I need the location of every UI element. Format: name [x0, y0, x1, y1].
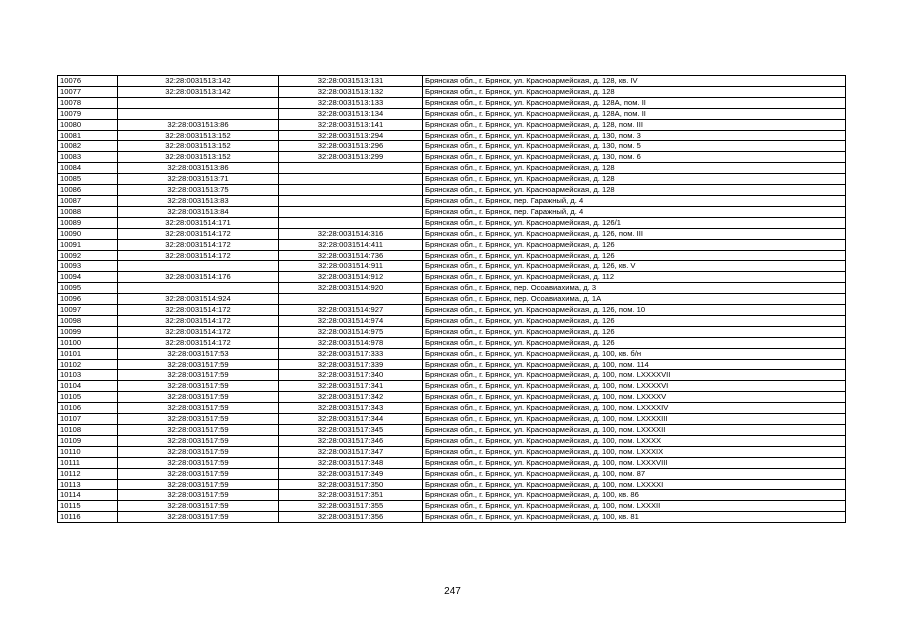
cadastral-number-cell: 32:28:0031514:912	[279, 272, 423, 283]
address-cell: Брянская обл., г. Брянск, ул. Красноармейская, д. 126, пом. III	[423, 228, 846, 239]
table-row	[58, 239, 846, 250]
row-number-cell: 10103	[58, 370, 118, 381]
cadastral-number-parent-cell: 32:28:0031513:86	[118, 163, 279, 174]
cadastral-number-cell: 32:28:0031517:344	[279, 414, 423, 425]
row-number-cell: 10107	[58, 414, 118, 425]
table-row	[58, 141, 846, 152]
cadastral-number-parent-cell: 32:28:0031514:172	[118, 305, 279, 316]
row-number-cell: 10108	[58, 425, 118, 436]
cadastral-number-parent-cell: 32:28:0031513:83	[118, 195, 279, 206]
cadastral-number-cell	[279, 206, 423, 217]
address-cell: Брянская обл., г. Брянск, ул. Красноармейская, д. 128, пом. III	[423, 119, 846, 130]
cadastral-number-cell: 32:28:0031517:346	[279, 435, 423, 446]
row-number-cell: 10085	[58, 174, 118, 185]
table-row	[58, 359, 846, 370]
row-number-cell: 10083	[58, 152, 118, 163]
cadastral-number-parent-cell: 32:28:0031514:172	[118, 239, 279, 250]
cadastral-number-cell	[279, 185, 423, 196]
cadastral-number-cell	[279, 195, 423, 206]
address-cell: Брянская обл., г. Брянск, ул. Красноармейская, д. 126	[423, 250, 846, 261]
row-number-cell: 10112	[58, 468, 118, 479]
cadastral-number-parent-cell: 32:28:0031513:152	[118, 152, 279, 163]
table-row	[58, 261, 846, 272]
cadastral-number-cell: 32:28:0031514:978	[279, 337, 423, 348]
table-row	[58, 348, 846, 359]
address-cell: Брянская обл., г. Брянск, ул. Красноармейская, д. 100, пом. LXXXXVII	[423, 370, 846, 381]
cadastral-number-cell: 32:28:0031514:316	[279, 228, 423, 239]
row-number-cell: 10076	[58, 76, 118, 87]
cadastral-number-parent-cell	[118, 283, 279, 294]
address-cell: Брянская обл., г. Брянск, ул. Красноармейская, д. 100, пом. LXXXXII	[423, 425, 846, 436]
cadastral-number-parent-cell: 32:28:0031513:71	[118, 174, 279, 185]
cadastral-number-parent-cell: 32:28:0031513:142	[118, 86, 279, 97]
row-number-cell: 10089	[58, 217, 118, 228]
address-cell: Брянская обл., г. Брянск, ул. Красноармейская, д. 100, пом. LXXXII	[423, 501, 846, 512]
cadastral-number-cell: 32:28:0031517:355	[279, 501, 423, 512]
address-cell: Брянская обл., г. Брянск, ул. Красноармейская, д. 126	[423, 337, 846, 348]
row-number-cell: 10079	[58, 108, 118, 119]
cadastral-number-parent-cell: 32:28:0031514:172	[118, 250, 279, 261]
address-cell: Брянская обл., г. Брянск, пер. Гаражный, д. 4	[423, 195, 846, 206]
table-row	[58, 119, 846, 130]
cadastral-number-cell: 32:28:0031513:131	[279, 76, 423, 87]
cadastral-number-parent-cell: 32:28:0031517:59	[118, 403, 279, 414]
cadastral-number-cell: 32:28:0031517:333	[279, 348, 423, 359]
address-cell: Брянская обл., г. Брянск, ул. Красноармейская, д. 126	[423, 315, 846, 326]
cadastral-number-cell: 32:28:0031514:411	[279, 239, 423, 250]
cadastral-number-cell: 32:28:0031513:296	[279, 141, 423, 152]
address-cell: Брянская обл., г. Брянск, ул. Красноармейская, д. 128	[423, 163, 846, 174]
cadastral-number-parent-cell: 32:28:0031514:172	[118, 337, 279, 348]
cadastral-number-cell: 32:28:0031517:341	[279, 381, 423, 392]
table-row	[58, 479, 846, 490]
cadastral-number-cell: 32:28:0031513:132	[279, 86, 423, 97]
table-row	[58, 381, 846, 392]
row-number-cell: 10091	[58, 239, 118, 250]
cadastral-number-parent-cell: 32:28:0031517:53	[118, 348, 279, 359]
address-cell: Брянская обл., г. Брянск, ул. Красноармейская, д. 128, кв. IV	[423, 76, 846, 87]
address-cell: Брянская обл., г. Брянск, ул. Красноармейская, д. 100, кв. б/н	[423, 348, 846, 359]
address-cell: Брянская обл., г. Брянск, ул. Красноармейская, д. 100, пом. LXXXXV	[423, 392, 846, 403]
address-cell: Брянская обл., г. Брянск, ул. Красноармейская, д. 100, пом. LXXXXVI	[423, 381, 846, 392]
address-cell: Брянская обл., г. Брянск, ул. Красноармейская, д. 128	[423, 174, 846, 185]
table-row	[58, 163, 846, 174]
row-number-cell: 10114	[58, 490, 118, 501]
cadastral-number-cell: 32:28:0031517:339	[279, 359, 423, 370]
address-cell: Брянская обл., г. Брянск, ул. Красноармейская, д. 130, пом. 6	[423, 152, 846, 163]
cadastral-number-parent-cell: 32:28:0031513:152	[118, 141, 279, 152]
cadastral-number-parent-cell: 32:28:0031514:924	[118, 294, 279, 305]
cadastral-number-cell: 32:28:0031514:920	[279, 283, 423, 294]
table-row	[58, 392, 846, 403]
address-cell: Брянская обл., г. Брянск, ул. Красноармейская, д. 112	[423, 272, 846, 283]
registry-table-body	[58, 76, 846, 523]
row-number-cell: 10106	[58, 403, 118, 414]
cadastral-number-cell: 32:28:0031517:356	[279, 512, 423, 523]
table-row	[58, 414, 846, 425]
row-number-cell: 10096	[58, 294, 118, 305]
cadastral-number-cell: 32:28:0031517:345	[279, 425, 423, 436]
cadastral-number-cell: 32:28:0031514:736	[279, 250, 423, 261]
cadastral-number-cell: 32:28:0031517:347	[279, 446, 423, 457]
cadastral-number-parent-cell: 32:28:0031517:59	[118, 490, 279, 501]
address-cell: Брянская обл., г. Брянск, ул. Красноармейская, д. 100, пом. LXXXXIV	[423, 403, 846, 414]
row-number-cell: 10104	[58, 381, 118, 392]
cadastral-number-parent-cell: 32:28:0031514:171	[118, 217, 279, 228]
table-row	[58, 152, 846, 163]
cadastral-number-cell	[279, 163, 423, 174]
row-number-cell: 10087	[58, 195, 118, 206]
row-number-cell: 10095	[58, 283, 118, 294]
cadastral-number-parent-cell: 32:28:0031513:75	[118, 185, 279, 196]
address-cell: Брянская обл., г. Брянск, пер. Осоавиахима, д. 3	[423, 283, 846, 294]
row-number-cell: 10077	[58, 86, 118, 97]
table-row	[58, 501, 846, 512]
address-cell: Брянская обл., г. Брянск, ул. Красноармейская, д. 126/1	[423, 217, 846, 228]
table-row	[58, 272, 846, 283]
row-number-cell: 10098	[58, 315, 118, 326]
row-number-cell: 10113	[58, 479, 118, 490]
address-cell: Брянская обл., г. Брянск, ул. Красноармейская, д. 128А, пом. II	[423, 108, 846, 119]
table-row	[58, 206, 846, 217]
table-row	[58, 425, 846, 436]
cadastral-number-parent-cell: 32:28:0031517:59	[118, 435, 279, 446]
table-row	[58, 195, 846, 206]
table-row	[58, 468, 846, 479]
cadastral-number-parent-cell: 32:28:0031517:59	[118, 425, 279, 436]
cadastral-number-parent-cell: 32:28:0031517:59	[118, 392, 279, 403]
table-row	[58, 97, 846, 108]
cadastral-number-cell: 32:28:0031513:299	[279, 152, 423, 163]
address-cell: Брянская обл., г. Брянск, ул. Красноармейская, д. 100, кв. 81	[423, 512, 846, 523]
cadastral-number-parent-cell: 32:28:0031517:59	[118, 501, 279, 512]
cadastral-number-parent-cell: 32:28:0031513:152	[118, 130, 279, 141]
row-number-cell: 10111	[58, 457, 118, 468]
table-row	[58, 446, 846, 457]
row-number-cell: 10093	[58, 261, 118, 272]
cadastral-number-cell: 32:28:0031517:342	[279, 392, 423, 403]
table-row	[58, 174, 846, 185]
address-cell: Брянская обл., г. Брянск, ул. Красноармейская, д. 100, кв. 86	[423, 490, 846, 501]
table-row	[58, 130, 846, 141]
row-number-cell: 10088	[58, 206, 118, 217]
cadastral-number-parent-cell: 32:28:0031514:172	[118, 326, 279, 337]
row-number-cell: 10102	[58, 359, 118, 370]
row-number-cell: 10086	[58, 185, 118, 196]
row-number-cell: 10081	[58, 130, 118, 141]
cadastral-number-parent-cell	[118, 97, 279, 108]
address-cell: Брянская обл., г. Брянск, ул. Красноармейская, д. 130, пом. 5	[423, 141, 846, 152]
cadastral-number-cell	[279, 294, 423, 305]
row-number-cell: 10115	[58, 501, 118, 512]
cadastral-number-parent-cell: 32:28:0031517:59	[118, 446, 279, 457]
row-number-cell: 10094	[58, 272, 118, 283]
address-cell: Брянская обл., г. Брянск, ул. Красноармейская, д. 126	[423, 326, 846, 337]
table-row	[58, 305, 846, 316]
table-row	[58, 315, 846, 326]
address-cell: Брянская обл., г. Брянск, ул. Красноармейская, д. 100, пом. LXXXVIII	[423, 457, 846, 468]
table-row	[58, 76, 846, 87]
row-number-cell: 10109	[58, 435, 118, 446]
cadastral-number-cell: 32:28:0031517:348	[279, 457, 423, 468]
row-number-cell: 10084	[58, 163, 118, 174]
table-row	[58, 435, 846, 446]
cadastral-number-cell: 32:28:0031514:974	[279, 315, 423, 326]
cadastral-number-parent-cell: 32:28:0031517:59	[118, 457, 279, 468]
cadastral-number-parent-cell: 32:28:0031517:59	[118, 414, 279, 425]
address-cell: Брянская обл., г. Брянск, ул. Красноармейская, д. 100, пом. 114	[423, 359, 846, 370]
cadastral-number-parent-cell: 32:28:0031517:59	[118, 468, 279, 479]
cadastral-number-cell: 32:28:0031517:350	[279, 479, 423, 490]
row-number-cell: 10110	[58, 446, 118, 457]
table-row	[58, 108, 846, 119]
table-row	[58, 457, 846, 468]
cadastral-number-cell: 32:28:0031514:927	[279, 305, 423, 316]
cadastral-number-parent-cell: 32:28:0031517:59	[118, 370, 279, 381]
address-cell: Брянская обл., г. Брянск, ул. Красноармейская, д. 130, пом. 3	[423, 130, 846, 141]
table-row	[58, 326, 846, 337]
address-cell: Брянская обл., г. Брянск, ул. Красноармейская, д. 128	[423, 185, 846, 196]
table-row	[58, 250, 846, 261]
address-cell: Брянская обл., г. Брянск, ул. Красноармейская, д. 100, пом. LXXXXIII	[423, 414, 846, 425]
row-number-cell: 10100	[58, 337, 118, 348]
cadastral-number-parent-cell: 32:28:0031513:84	[118, 206, 279, 217]
cadastral-number-parent-cell: 32:28:0031517:59	[118, 381, 279, 392]
table-row	[58, 337, 846, 348]
address-cell: Брянская обл., г. Брянск, ул. Красноармейская, д. 126	[423, 239, 846, 250]
address-cell: Брянская обл., г. Брянск, ул. Красноармейская, д. 100, пом. 87	[423, 468, 846, 479]
cadastral-number-cell: 32:28:0031514:975	[279, 326, 423, 337]
table-row	[58, 217, 846, 228]
row-number-cell: 10105	[58, 392, 118, 403]
cadastral-number-cell: 32:28:0031517:343	[279, 403, 423, 414]
row-number-cell: 10078	[58, 97, 118, 108]
cadastral-number-cell	[279, 174, 423, 185]
row-number-cell: 10080	[58, 119, 118, 130]
table-row	[58, 283, 846, 294]
cadastral-number-cell: 32:28:0031513:134	[279, 108, 423, 119]
cadastral-number-parent-cell: 32:28:0031517:59	[118, 359, 279, 370]
table-row	[58, 86, 846, 97]
table-row	[58, 490, 846, 501]
row-number-cell: 10099	[58, 326, 118, 337]
cadastral-number-cell: 32:28:0031514:911	[279, 261, 423, 272]
table-row	[58, 185, 846, 196]
cadastral-number-cell: 32:28:0031513:141	[279, 119, 423, 130]
table-row	[58, 370, 846, 381]
cadastral-number-parent-cell	[118, 108, 279, 119]
cadastral-number-parent-cell: 32:28:0031513:86	[118, 119, 279, 130]
page-number: 247	[444, 586, 461, 597]
row-number-cell: 10090	[58, 228, 118, 239]
cadastral-number-parent-cell: 32:28:0031514:172	[118, 315, 279, 326]
address-cell: Брянская обл., г. Брянск, ул. Красноармейская, д. 126, пом. 10	[423, 305, 846, 316]
row-number-cell: 10082	[58, 141, 118, 152]
registry-table	[57, 75, 846, 523]
cadastral-number-parent-cell: 32:28:0031513:142	[118, 76, 279, 87]
address-cell: Брянская обл., г. Брянск, ул. Красноармейская, д. 128	[423, 86, 846, 97]
cadastral-number-cell: 32:28:0031513:294	[279, 130, 423, 141]
table-row	[58, 512, 846, 523]
address-cell: Брянская обл., г. Брянск, ул. Красноармейская, д. 100, пом. LXXXX	[423, 435, 846, 446]
row-number-cell: 10116	[58, 512, 118, 523]
cadastral-number-cell: 32:28:0031517:349	[279, 468, 423, 479]
cadastral-number-parent-cell: 32:28:0031514:172	[118, 228, 279, 239]
address-cell: Брянская обл., г. Брянск, ул. Красноармейская, д. 100, пом. LXXXXI	[423, 479, 846, 490]
address-cell: Брянская обл., г. Брянск, ул. Красноармейская, д. 128А, пом. II	[423, 97, 846, 108]
cadastral-number-cell: 32:28:0031517:351	[279, 490, 423, 501]
table-row	[58, 294, 846, 305]
cadastral-number-cell: 32:28:0031517:340	[279, 370, 423, 381]
cadastral-number-parent-cell	[118, 261, 279, 272]
address-cell: Брянская обл., г. Брянск, пер. Осоавиахима, д. 1А	[423, 294, 846, 305]
row-number-cell: 10097	[58, 305, 118, 316]
table-row	[58, 228, 846, 239]
cadastral-number-parent-cell: 32:28:0031517:59	[118, 479, 279, 490]
address-cell: Брянская обл., г. Брянск, ул. Красноармейская, д. 126, кв. V	[423, 261, 846, 272]
cadastral-number-cell	[279, 217, 423, 228]
cadastral-number-parent-cell: 32:28:0031514:176	[118, 272, 279, 283]
row-number-cell: 10092	[58, 250, 118, 261]
row-number-cell: 10101	[58, 348, 118, 359]
address-cell: Брянская обл., г. Брянск, ул. Красноармейская, д. 100, пом. LXXXIX	[423, 446, 846, 457]
table-row	[58, 403, 846, 414]
cadastral-number-parent-cell: 32:28:0031517:59	[118, 512, 279, 523]
address-cell: Брянская обл., г. Брянск, пер. Гаражный, д. 4	[423, 206, 846, 217]
cadastral-number-cell: 32:28:0031513:133	[279, 97, 423, 108]
